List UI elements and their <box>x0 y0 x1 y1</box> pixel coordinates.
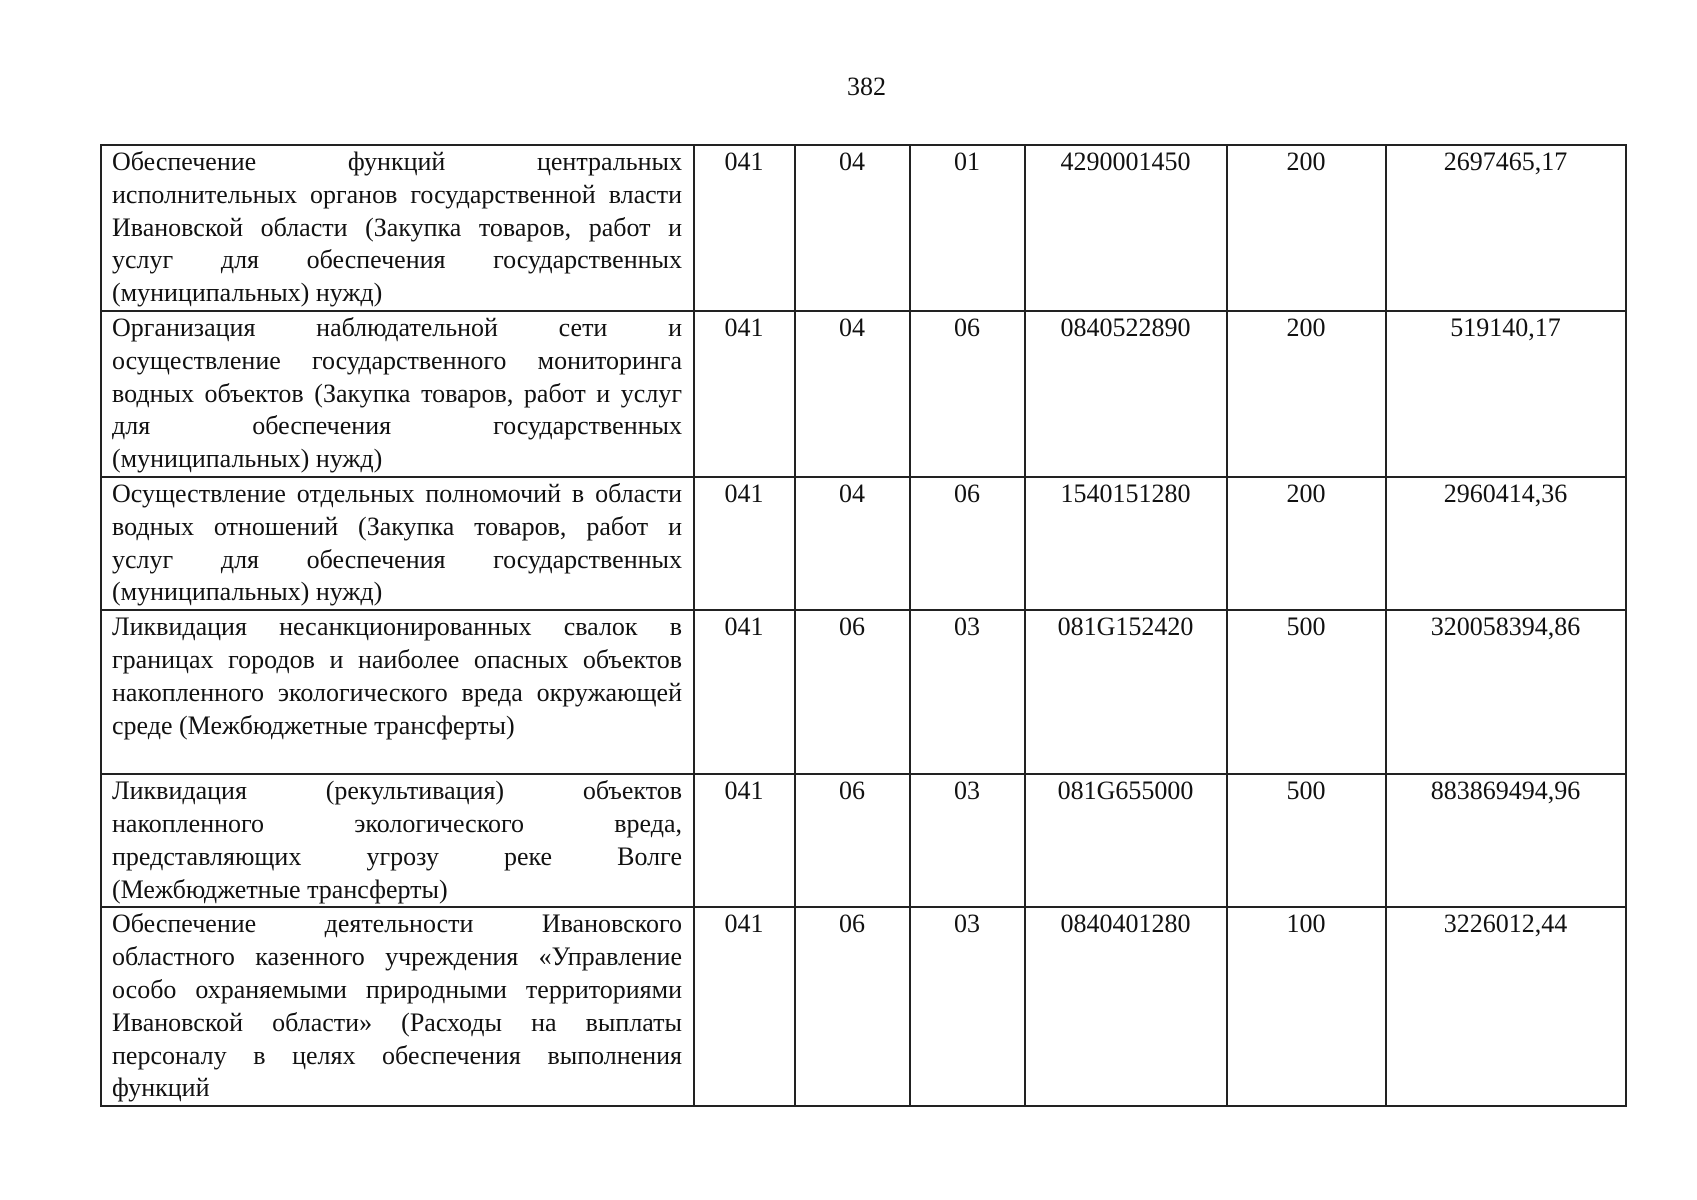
page-number: 382 <box>847 72 886 101</box>
expense-type-code: 500 <box>1227 610 1386 774</box>
row-description: Обеспечение деятельности Ивановского областного казенного учреждения «Управление особо охраняемыми природными территориями Ивановской области» (Расходы на выплаты персоналу в целях обеспечения выполнения функций <box>101 907 694 1106</box>
section-code: 04 <box>795 311 910 477</box>
row-description: Ликвидация (рекультивация) объектов накопленного экологического вреда, представляющих угрозу реке Волге (Межбюджетные трансферты) <box>101 774 694 907</box>
expense-type-code: 200 <box>1227 311 1386 477</box>
target-article-code: 0840522890 <box>1025 311 1227 477</box>
table-row <box>101 145 1626 311</box>
table-row <box>101 907 1626 1106</box>
target-article-code: 081G152420 <box>1025 610 1227 774</box>
ministry-code: 041 <box>694 311 795 477</box>
target-article-code: 081G655000 <box>1025 774 1227 907</box>
ministry-code: 041 <box>694 477 795 610</box>
row-description: Обеспечение функций центральных исполнительных органов государственной власти Ивановской области (Закупка товаров, работ и услуг для обеспечения государственных (муниципальных) нужд) <box>101 145 694 311</box>
subsection-code: 01 <box>910 145 1025 311</box>
amount: 883869494,96 <box>1386 774 1626 907</box>
amount: 2960414,36 <box>1386 477 1626 610</box>
table-row <box>101 311 1626 477</box>
table-row <box>101 477 1626 610</box>
amount: 320058394,86 <box>1386 610 1626 774</box>
amount: 3226012,44 <box>1386 907 1626 1106</box>
ministry-code: 041 <box>694 610 795 774</box>
section-code: 06 <box>795 907 910 1106</box>
ministry-code: 041 <box>694 774 795 907</box>
ministry-code: 041 <box>694 145 795 311</box>
row-description: Организация наблюдательной сети и осуществление государственного мониторинга водных объектов (Закупка товаров, работ и услуг для обеспечения государственных (муниципальных) нужд) <box>101 311 694 477</box>
row-description: Осуществление отдельных полномочий в области водных отношений (Закупка товаров, работ и услуг для обеспечения государственных (муниципальных) нужд) <box>101 477 694 610</box>
target-article-code: 4290001450 <box>1025 145 1227 311</box>
section-code: 04 <box>795 145 910 311</box>
subsection-code: 03 <box>910 907 1025 1106</box>
section-code: 04 <box>795 477 910 610</box>
table-row <box>101 774 1626 907</box>
subsection-code: 03 <box>910 610 1025 774</box>
section-code: 06 <box>795 774 910 907</box>
budget-table <box>100 144 1627 1107</box>
row-description: Ликвидация несанкционированных свалок в границах городов и наиболее опасных объектов накопленного экологического вреда окружающей среде (Межбюджетные трансферты) <box>101 610 694 774</box>
amount: 519140,17 <box>1386 311 1626 477</box>
subsection-code: 06 <box>910 311 1025 477</box>
ministry-code: 041 <box>694 907 795 1106</box>
target-article-code: 1540151280 <box>1025 477 1227 610</box>
subsection-code: 06 <box>910 477 1025 610</box>
expense-type-code: 500 <box>1227 774 1386 907</box>
expense-type-code: 200 <box>1227 477 1386 610</box>
amount: 2697465,17 <box>1386 145 1626 311</box>
subsection-code: 03 <box>910 774 1025 907</box>
table-row <box>101 610 1626 774</box>
expense-type-code: 100 <box>1227 907 1386 1106</box>
expense-type-code: 200 <box>1227 145 1386 311</box>
section-code: 06 <box>795 610 910 774</box>
target-article-code: 0840401280 <box>1025 907 1227 1106</box>
